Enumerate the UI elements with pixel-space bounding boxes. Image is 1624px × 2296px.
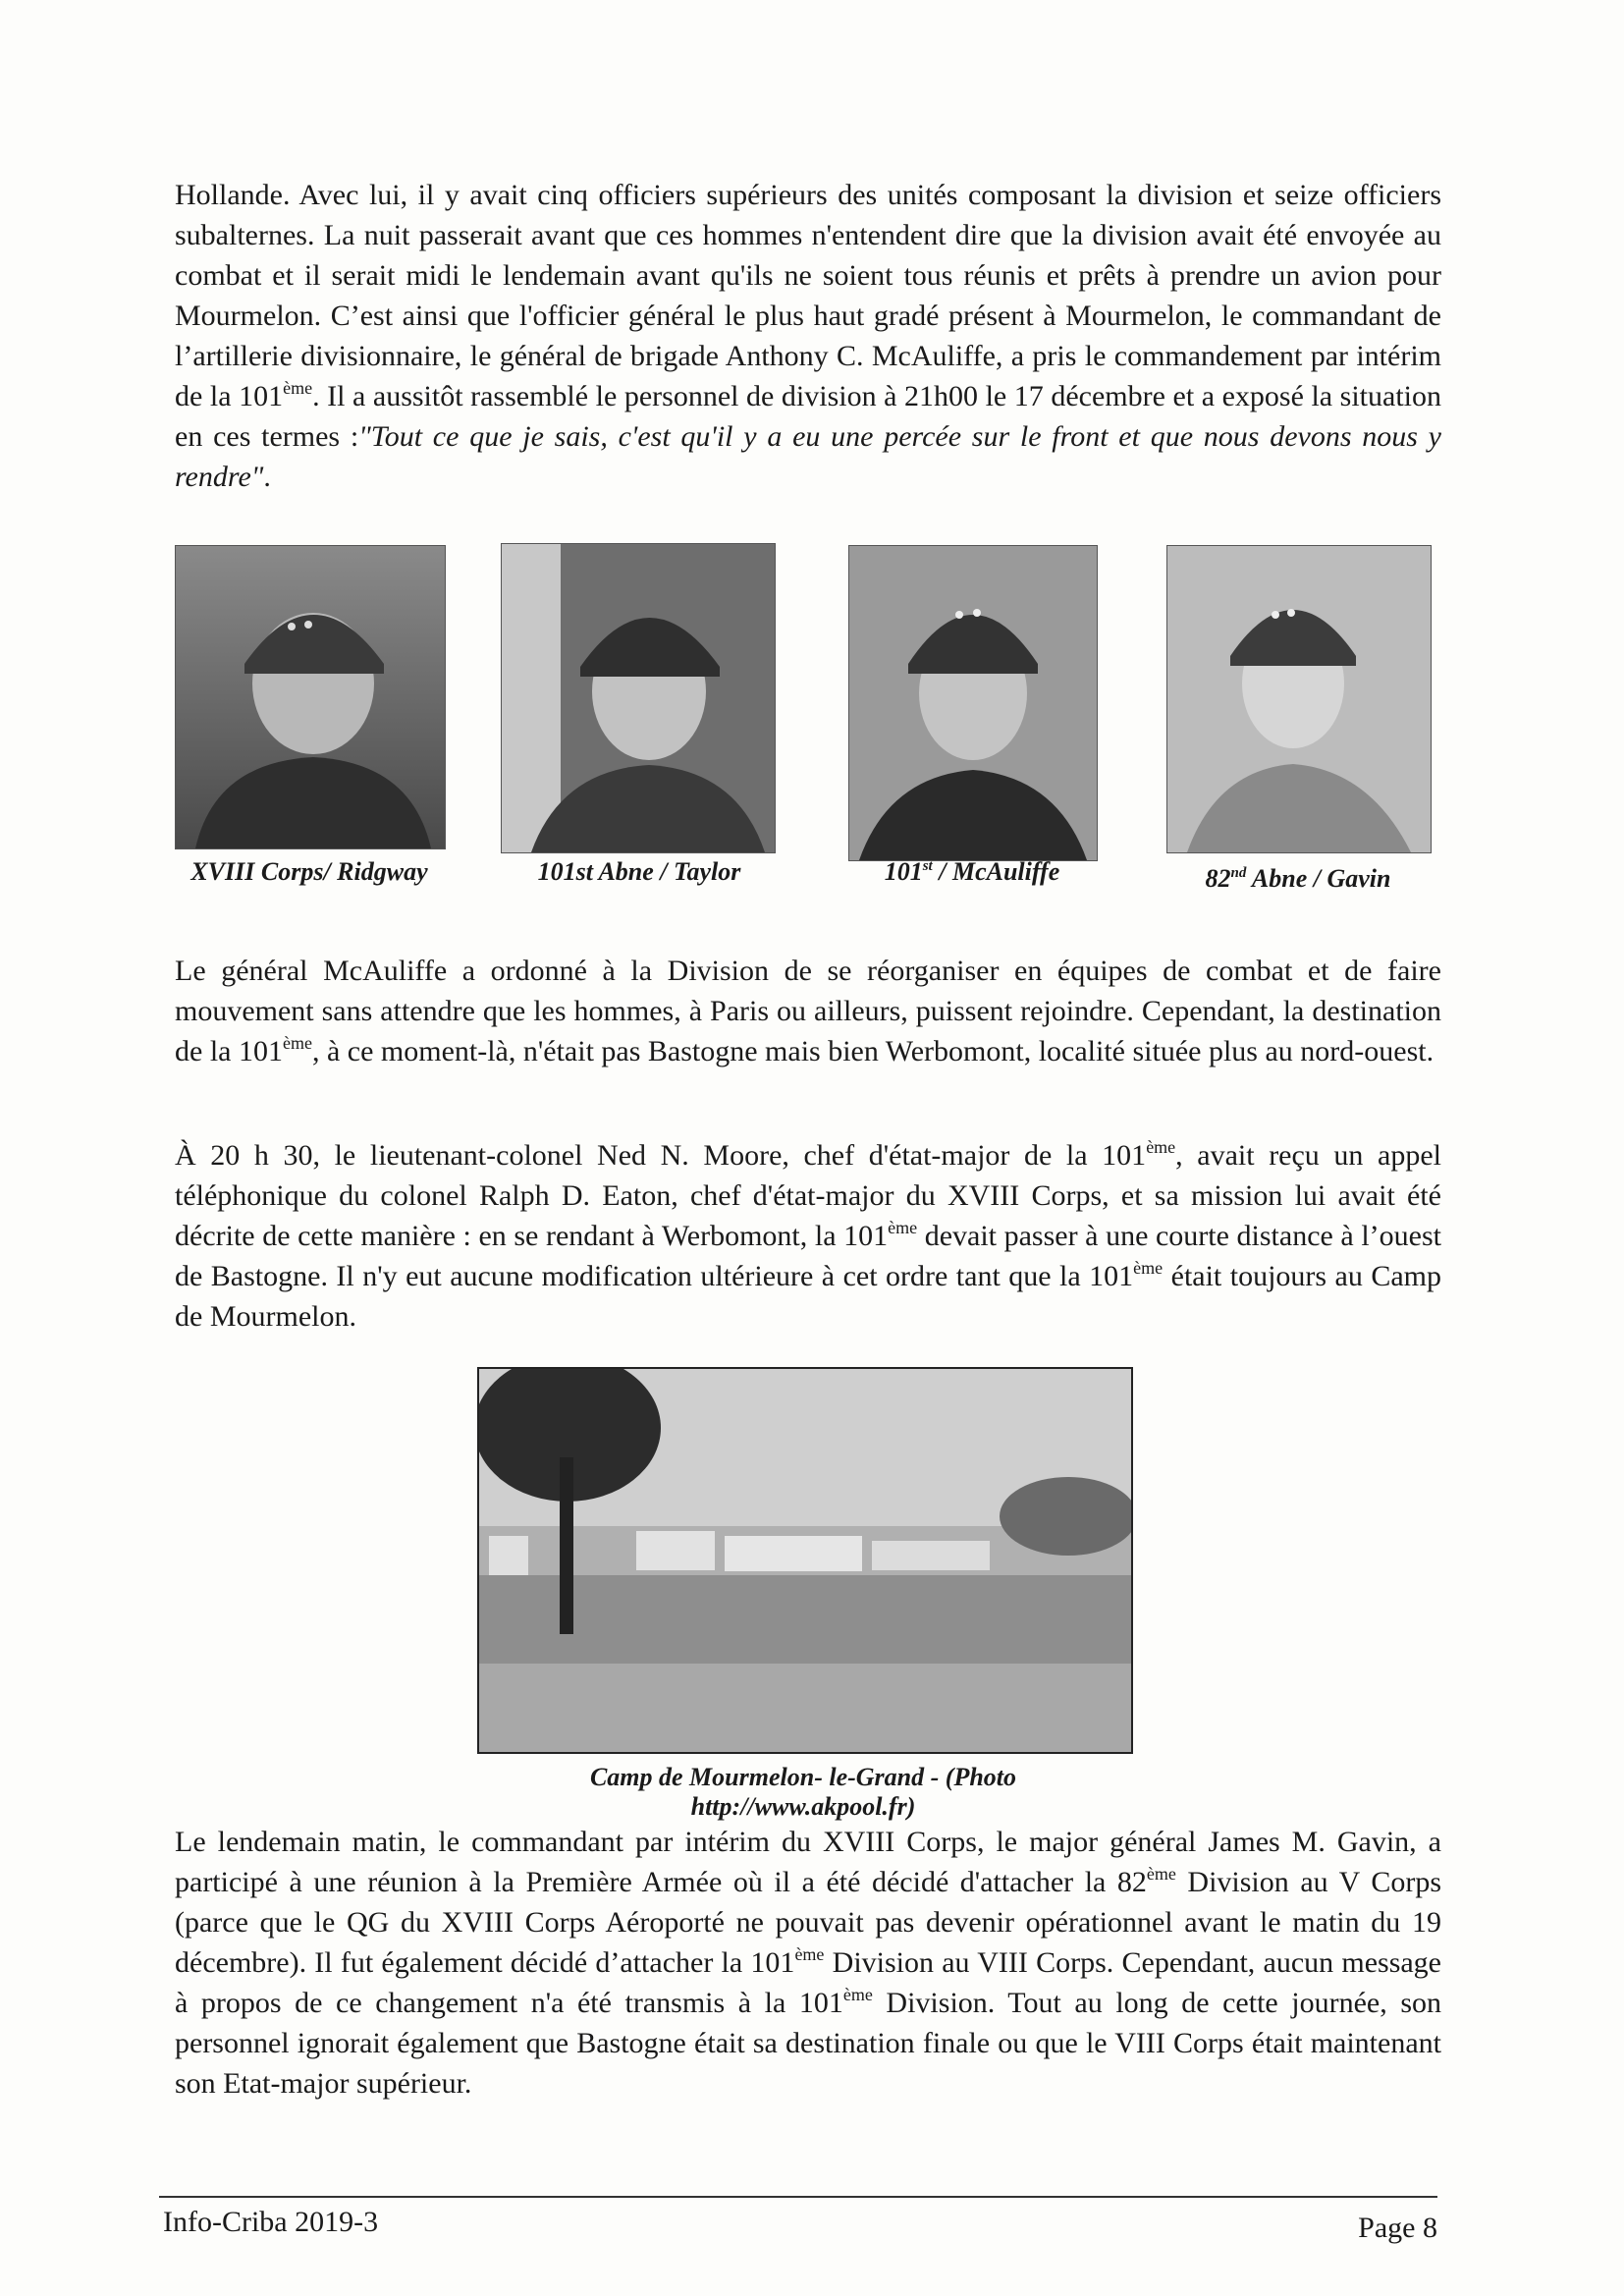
- caption-ridgway: XVIII Corps/ Ridgway: [190, 857, 428, 886]
- footer-divider: [159, 2196, 1437, 2198]
- portrait-mcauliffe-photo: [848, 545, 1098, 861]
- camp-mourmelon-photo: [477, 1367, 1133, 1754]
- quote-mcauliffe: "Tout ce que je sais, c'est qu'il y a eu une percée sur le front et que nous devons nous y rendre": [175, 420, 1441, 493]
- caption-mcauliffe: 101st / McAuliffe: [884, 857, 1060, 886]
- paragraph-reorganisation: Le général McAuliffe a ordonné à la Division de se réorganiser en équipes de combat et de faire mouvement sans attendre que les hommes, à Paris ou ailleurs, puissent rejoindre. Cependant, la destination de la 101ème, à ce moment-là, n'était pas Bastogne mais bien Werbomont, localité située plus au nord-ouest.: [175, 955, 1441, 1067]
- paragraph-mcauliffe-command: Hollande. Avec lui, il y avait cinq officiers supérieurs des unités composant la division et seize officiers subalternes. La nuit passerait avant que ces hommes n'entendent dire que la division avait été envoyée au combat et il serait midi le lendemain avant qu'ils ne soient tous réunis et prêts à prendre un avion pour Mourmelon. C’est ainsi que l'officier général le plus haut gradé présent à Mourmelon, le commandant de l’artillerie divisionnaire, le général de brigade Anthony C. McAuliffe, a pris le commandement par intérim de la 101ème. Il a aussitôt rassemblé le personnel de division à 21h00 le 17 décembre et a exposé la situation en ces termes :"Tout ce que je sais, c'est qu'il y a eu une percée sur le front et que nous devons nous y rendre".: [175, 179, 1441, 493]
- portrait-taylor-photo: [501, 543, 776, 853]
- caption-camp-mourmelon: Camp de Mourmelon- le-Grand - (Photo http://www.akpool.fr): [589, 1763, 1017, 1821]
- footer-publication: Info-Criba 2019-3: [163, 2206, 379, 2238]
- portrait-gavin-photo: [1166, 545, 1432, 853]
- paragraph-gavin-meeting: Le lendemain matin, le commandant par intérim du XVIII Corps, le major général James M. Gavin, a participé à une réunion à la Première Armée où il a été décidé d'attacher la 82ème Division au V Corps (parce que le QG du XVIII Corps Aéroporté ne pouvait pas devenir opérationnel avant le matin du 19 décembre). Il fut également décidé d’attacher la 101ème Division au VIII Corps. Cependant, aucun message à propos de ce changement n'a été transmis à la 101ème Division. Tout au long de cette journée, son personnel ignorait également que Bastogne était sa destination finale ou que le VIII Corps était maintenant son Etat-major supérieur.: [175, 1826, 1441, 2100]
- caption-gavin: 82nd Abne / Gavin: [1205, 864, 1391, 893]
- footer-page-number: Page 8: [1358, 2212, 1437, 2244]
- portrait-ridgway-photo: [175, 545, 446, 849]
- caption-taylor: 101st Abne / Taylor: [537, 857, 741, 886]
- paragraph-moore-call: À 20 h 30, le lieutenant-colonel Ned N. Moore, chef d'état-major de la 101ème, avait reçu un appel téléphonique du colonel Ralph D. Eaton, chef d'état-major du XVIII Corps, et sa mission lui avait été décrite de cette manière : en se rendant à Werbomont, la 101ème devait passer à une courte distance à l’ouest de Bastogne. Il n'y eut aucune modification ultérieure à cet ordre tant que la 101ème était toujours au Camp de Mourmelon.: [175, 1137, 1441, 1333]
